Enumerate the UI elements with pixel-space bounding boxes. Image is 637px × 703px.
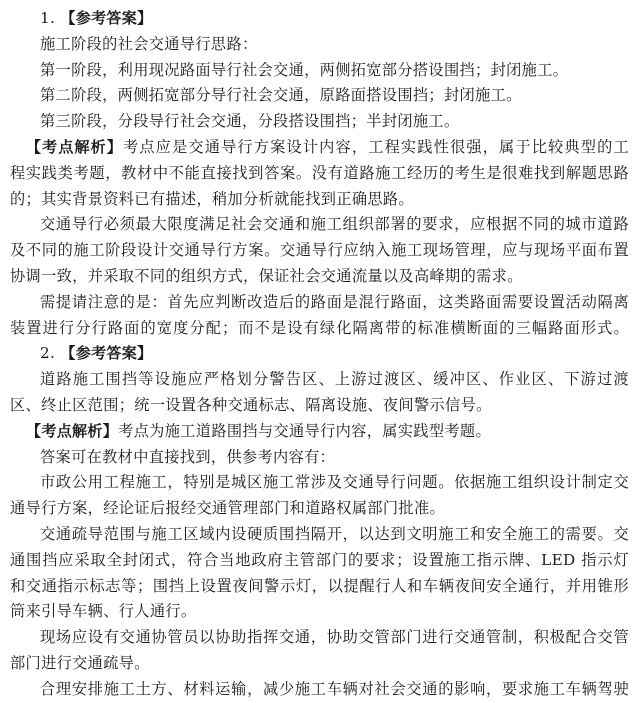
text-line	[10, 677, 629, 703]
section-heading: 【考点解析】	[26, 137, 123, 156]
text-line	[10, 522, 629, 548]
text-line	[10, 393, 629, 419]
text-run: 交通疏导范围与施工区域内设硬质围挡隔开，以达到文明施工和安全施工的需要。交	[40, 524, 629, 543]
text-run: 考点为施工道路围挡与交通导行内容，属实践型考题。	[118, 421, 492, 440]
text-run: 合理安排施工土方、材料运输，减少施工车辆对社会交通的影响，要求施工车辆驾驶	[40, 679, 629, 698]
text-line	[10, 290, 629, 316]
text-line	[10, 599, 629, 625]
text-run: 的；其实背景资料已有描述，稍加分析就能找到正确思路。	[10, 189, 414, 208]
text-line	[10, 625, 629, 651]
text-run: 道路施工围挡等设施应严格划分警告区、上游过渡区、缓冲区、作业区、下游过渡	[40, 370, 629, 389]
text-line	[10, 161, 629, 187]
text-line	[10, 238, 629, 264]
text-run: 通围挡应采取全封闭式，符合当地政府主管部门的要求；设置施工指示牌、LED 指示灯	[10, 550, 629, 569]
text-run: 程实践类考题，教材中不能直接找到答案。没有道路施工经历的考生是很难找到解题思路	[10, 163, 629, 182]
text-line	[10, 264, 629, 290]
section-heading: 【考点解析】	[26, 421, 119, 440]
text-run: 第一阶段，利用现况路面导行社会交通，两侧拓宽部分搭设围挡；封闭施工。	[40, 60, 569, 79]
text-line	[10, 470, 629, 496]
text-line	[10, 58, 629, 84]
text-run: 第三阶段，分段导行社会交通，分段搭设围挡；半封闭施工。	[40, 112, 460, 131]
text-line	[10, 135, 629, 161]
text-run: 协调一致，并采取不同的组织方式，保证社会交通流量以及高峰期的需求。	[10, 266, 523, 285]
text-run: 区、终止区范围；统一设置各种交通标志、隔离设施、夜间警示信号。	[10, 395, 492, 414]
section-heading: 【参考答案】	[60, 344, 153, 363]
text-run: 现场应设有交通协管员以协助指挥交通，协助交管部门进行交通管制，积极配合交管	[40, 628, 629, 647]
text-run: 部门进行交通疏导。	[10, 653, 150, 672]
text-run: 市政公用工程施工，特别是城区施工常涉及交通导行问题。依据施工组织设计制定交	[40, 473, 629, 492]
text-run: 考点应是交通导行方案设计内容，工程实践性很强，属于比较典型的工	[122, 137, 629, 156]
text-line	[10, 651, 629, 677]
text-run: 1.	[40, 9, 61, 27]
text-line	[10, 316, 629, 342]
text-line	[10, 445, 629, 471]
text-line	[10, 341, 629, 367]
text-run: 通导行方案，经论证后报经交通管理部门和道路权属部门批准。	[10, 499, 446, 518]
section-heading: 【参考答案】	[60, 9, 153, 27]
text-run: 施工阶段的社会交通导行思路：	[40, 34, 258, 53]
text-line	[10, 496, 629, 522]
text-run: 答案可在教材中直接找到，供参考内容有：	[40, 447, 336, 466]
text-line	[10, 6, 629, 32]
text-line	[10, 419, 629, 445]
text-line	[10, 187, 629, 213]
text-run: 需提请注意的是：首先应判断改造后的路面是混行路面，这类路面需要设置活动隔离	[40, 292, 629, 311]
text-run: 和交通指示标志等；围挡上设置夜间警示灯，以提醒行人和车辆夜间安全通行，并用锥形	[10, 576, 629, 595]
text-line	[10, 109, 629, 135]
text-run: 交通导行必须最大限度满足社会交通和施工组织部署的要求，应根据不同的城市道路	[40, 215, 629, 234]
text-line	[10, 32, 629, 58]
text-run: 第二阶段，两侧拓宽部分导行社会交通，原路面搭设围挡；封闭施工。	[40, 86, 522, 105]
text-run: 2.	[40, 344, 61, 363]
text-line	[10, 212, 629, 238]
text-line	[10, 83, 629, 109]
text-line	[10, 574, 629, 600]
text-run: 装置进行分行路面的宽度分配；而不是设有绿化隔离带的标准横断面的三幅路面形式。	[10, 318, 629, 337]
text-run: 及不同的施工阶段设计交通导行方案。交通导行应纳入施工现场管理，应与现场平面布置	[10, 241, 629, 260]
text-line	[10, 367, 629, 393]
text-line	[10, 548, 629, 574]
text-run: 筒来引导车辆、行人通行。	[10, 602, 197, 621]
